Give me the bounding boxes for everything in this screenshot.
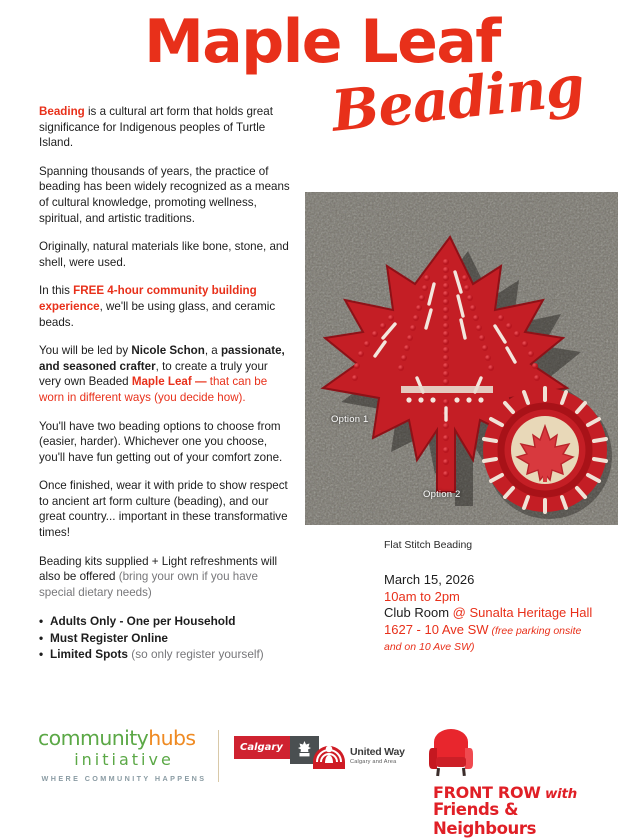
paragraph-4-b: , we'll be using glass, and ceramic beads. — [39, 299, 276, 329]
beadwork-photo — [305, 192, 618, 525]
dietary-note: (bring your own if you have special dietary needs) — [39, 570, 258, 599]
parking-note-line2: and on 10 Ave SW) — [384, 641, 475, 653]
paragraph-5-a: You will be led by — [39, 344, 132, 358]
bullet-note: (so only register yourself) — [128, 647, 264, 662]
parking-note-line1: (free parking onsite — [488, 624, 582, 637]
requirements-list — [39, 613, 291, 663]
united-way-mark-icon — [312, 736, 346, 775]
city-of-calgary-logo — [234, 736, 319, 764]
paragraph-2: Spanning thousands of years, the practice of beading has been widely recognized as a means of cultural knowledge, promoting wellness, spiritual, and artistic traditions. — [39, 164, 290, 225]
event-venue: @ Sunalta Heritage Hall — [449, 605, 593, 620]
crest-icon — [297, 740, 312, 758]
chi-wordmark — [38, 728, 210, 749]
instructor-desc: passionate, and seasoned crafter — [39, 344, 285, 373]
free-experience-highlight: FREE 4-hour community building experience — [39, 284, 257, 313]
chi-word-hubs: hubs — [148, 726, 196, 750]
option-1-label: Option 1 — [331, 414, 369, 425]
united-way-region: Calgary and Area — [350, 759, 397, 765]
front-row-text — [433, 783, 618, 838]
event-address: 1627 - 10 Ave SW — [384, 621, 489, 637]
front-row-line2: Friends & Neighbours — [433, 800, 537, 838]
page-title: Maple Leaf — [144, 7, 500, 77]
united-way-logo — [312, 736, 405, 775]
photo-graphic — [305, 192, 618, 525]
event-date: March 15, 2026 — [384, 572, 475, 587]
armchair-icon — [428, 728, 474, 783]
beading-lead: Beading — [39, 105, 85, 118]
paragraph-5 — [39, 343, 291, 405]
title-script: Beading — [328, 52, 587, 145]
front-row-with: with — [540, 786, 577, 802]
paragraph-8 — [39, 554, 291, 601]
paragraph-6: You'll have two beading options to choose from (easier, harder). Whichever one you choose, you'll have fun getting out of your comfort zone. — [39, 419, 283, 464]
paragraph-7: Once finished, wear it with pride to show respect to ancient art form culture (beading), and our great country... important in these transformative times! — [39, 479, 288, 540]
paragraph-4 — [39, 283, 291, 330]
photo-caption: Flat Stitch Beading — [384, 539, 473, 551]
chi-word-community: community — [38, 726, 149, 750]
chi-tagline: WHERE COMMUNITY HAPPENS — [41, 774, 207, 783]
community-hubs-logo — [38, 728, 210, 783]
red-armchair-icon — [428, 728, 474, 778]
paragraph-5-c: , to create a truly your very own Beaded — [39, 359, 268, 389]
bullet-label: Adults Only - One per Household — [50, 614, 236, 629]
maple-leaf-highlight: Maple Leaf — — [131, 375, 207, 389]
list-item — [39, 613, 291, 630]
chi-word-initiative: initiative — [74, 750, 174, 769]
footer-divider — [218, 730, 219, 782]
bullet-label: Must Register Online — [50, 630, 168, 645]
paragraph-3: Originally, natural materials like bone, stone, and shell, were used. — [39, 240, 289, 269]
united-way-rainbow-icon — [312, 736, 346, 770]
paragraph-5-b: , a — [204, 344, 221, 358]
list-item — [39, 646, 291, 663]
front-row-logo — [428, 728, 618, 838]
instructor-name: Nicole Schon — [131, 344, 205, 358]
front-row-main: FRONT ROW — [433, 783, 541, 802]
option-2-label: Option 2 — [423, 489, 461, 500]
event-details — [384, 572, 612, 656]
paragraph-8-a: Beading kits supplied + Light refreshments will also be offered — [39, 554, 278, 584]
bullet-label: Limited Spots — [50, 647, 128, 662]
event-time: 10am to 2pm — [384, 588, 460, 604]
event-room: Club Room — [384, 605, 450, 620]
calgary-wordmark: Calgary — [234, 736, 290, 759]
list-item — [39, 630, 291, 647]
paragraph-1 — [39, 104, 291, 151]
paragraph-1-rest: is a cultural art form that holds great significance for Indigenous peoples of Turtle Island. — [39, 105, 273, 150]
body-text — [39, 104, 291, 663]
united-way-name: United Way — [350, 746, 405, 758]
paragraph-4-a: In this — [39, 284, 74, 298]
united-way-text — [350, 746, 405, 765]
maple-leaf-note: that can be worn in different ways (you decide how). — [39, 375, 268, 404]
